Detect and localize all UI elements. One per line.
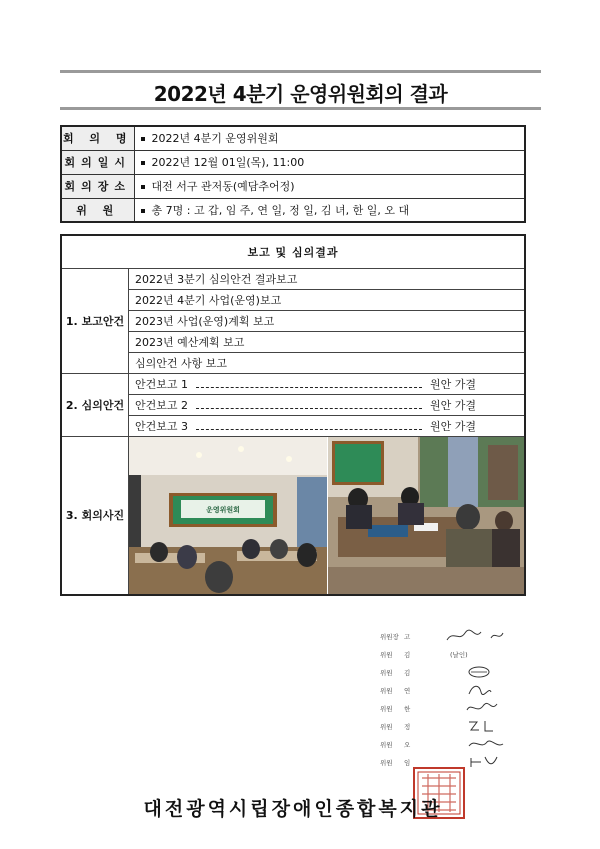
handwritten-signature (422, 718, 540, 734)
info-row-meeting-date (61, 150, 525, 174)
signer-role: 위원 (380, 758, 393, 767)
meeting-photos (129, 437, 524, 594)
deliberation-name: 안건보고 1 (135, 377, 188, 391)
signer-name: 정 (404, 722, 411, 731)
info-label: 회의일시 (61, 150, 134, 174)
section-label-photos: 3. 회의사진 (61, 436, 129, 595)
deliberation-item (129, 415, 526, 436)
meeting-info-table (60, 125, 526, 223)
title-block (60, 70, 541, 110)
section-label-reports: 1. 보고안건 (61, 268, 129, 373)
results-table (60, 234, 526, 596)
info-row-meeting-place (61, 174, 525, 198)
signer-name: 김 (404, 668, 411, 677)
info-value: 대전 서구 관저동(예담추어정) (151, 180, 295, 193)
deliberation-result: 원안 가결 (429, 377, 476, 391)
document-title: 2022년 4분기 운영위원회의 결과 (153, 82, 448, 106)
info-label: 위 원 (61, 198, 134, 222)
signature-row (380, 627, 540, 645)
signer-role: 위원 (380, 668, 393, 677)
info-value: 2022년 12월 01일(목), 11:00 (151, 156, 305, 169)
report-item: 2022년 4분기 사업(운영)보고 (129, 289, 526, 310)
meeting-photo-table (327, 437, 524, 594)
deliberation-name: 안건보고 3 (135, 419, 188, 433)
signer-name: 임 (404, 758, 411, 767)
handwritten-signature (422, 628, 540, 644)
signature-row (380, 681, 540, 699)
photos-cell (129, 436, 526, 595)
info-value: 총 7명 : 고 갑, 임 주, 연 일, 정 일, 김 녀, 한 일, 오 대 (151, 203, 410, 217)
dash-leader (196, 372, 422, 388)
signer-role: 위원 (380, 740, 393, 749)
meeting-photo-room-image (129, 437, 327, 594)
banner-text: 운영위원회 (206, 505, 240, 514)
meeting-photo-table-image (328, 437, 524, 594)
bullet-icon (141, 137, 145, 141)
handwritten-signature (422, 700, 540, 716)
signer-name: 오 (404, 740, 411, 749)
signer-role: 위원 (380, 650, 393, 659)
section-label-deliberations: 2. 심의안건 (61, 373, 129, 436)
info-value: 2022년 4분기 운영위원회 (151, 132, 279, 146)
signer-role: 위원 (380, 704, 393, 713)
deliberation-name: 안건보고 2 (135, 398, 188, 412)
signature-row (380, 717, 540, 735)
deliberation-result: 원안 가결 (429, 419, 476, 433)
signature-row (380, 699, 540, 717)
handwritten-signature (422, 664, 540, 680)
info-row-meeting-name (61, 126, 525, 150)
report-item: 2023년 예산계획 보고 (129, 331, 526, 352)
deliberation-result: 원안 가결 (429, 398, 476, 412)
bullet-icon (141, 185, 145, 189)
signature-row (380, 735, 540, 753)
meeting-photo-room (129, 437, 327, 594)
report-item: 2023년 사업(운영)계획 보고 (129, 310, 526, 331)
results-header: 보고 및 심의결과 (61, 235, 525, 268)
info-label: 회 의 명 (61, 126, 134, 150)
dash-leader (196, 414, 422, 430)
signer-name: 고 (404, 632, 411, 641)
signer-role: 위원장 (380, 632, 399, 641)
deliberation-item (129, 394, 526, 415)
info-row-members (61, 198, 525, 222)
report-item: 2022년 3분기 심의안건 결과보고 (129, 268, 526, 289)
signature-row (380, 663, 540, 681)
bullet-icon (141, 209, 145, 213)
signer-role: 위원 (380, 722, 393, 731)
dash-leader (196, 393, 422, 409)
report-item: 심의안건 사항 보고 (129, 352, 526, 373)
signer-role: 위원 (380, 686, 393, 695)
title-top-rule (60, 70, 541, 73)
title-bottom-rule (60, 107, 541, 110)
signer-name: 연 (404, 686, 411, 695)
signature-row (380, 645, 540, 663)
bullet-icon (141, 161, 145, 165)
organization-name: 대전광역시립장애인종합복지관 (143, 798, 443, 820)
signer-name: 한 (404, 704, 411, 713)
handwritten-signature (422, 682, 540, 698)
seal-note: (날인) (450, 651, 468, 659)
info-label: 회의장소 (61, 174, 134, 198)
handwritten-signature (422, 736, 540, 752)
signer-name: 김 (404, 650, 411, 659)
deliberation-item (129, 373, 526, 394)
signature-block (380, 627, 540, 771)
